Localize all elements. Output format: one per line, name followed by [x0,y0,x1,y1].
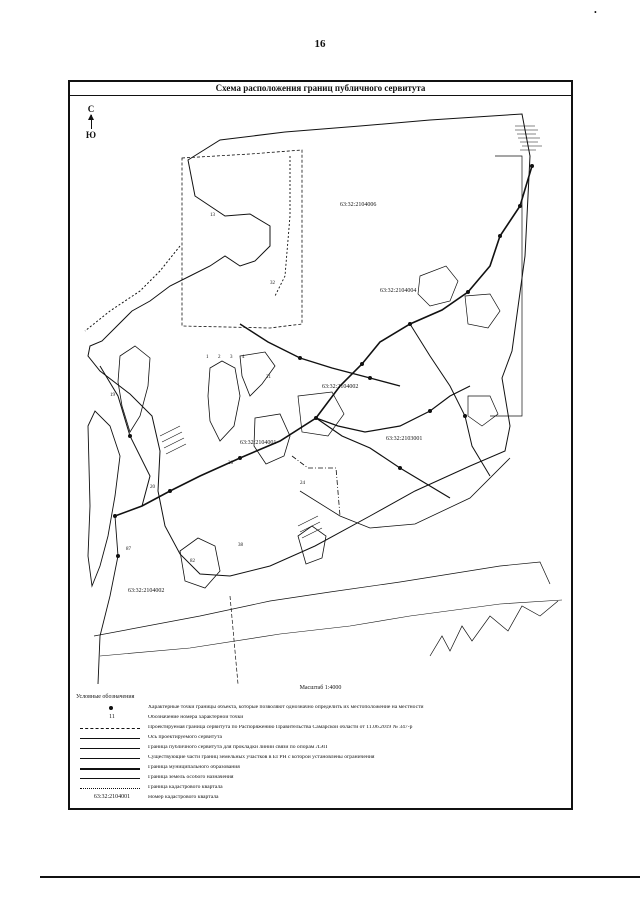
boundary-south [94,562,550,636]
boundary-south-2 [100,600,562,656]
parcel-label: 19 [110,393,115,398]
map-drawing [70,96,571,684]
parcel-label: 20 [150,485,155,490]
scan-mark: • [594,8,597,17]
block-label-2: 63:32:2104004 [380,288,417,294]
parcel-label: 1 [206,355,209,360]
territory-boundaries [85,114,562,684]
map-title: Схема расположения границ публичного сервитута [70,82,571,96]
dashdot-line-icon [76,783,148,793]
block-outline-east [490,156,522,416]
legend-item: Граница земель особого назначения [76,773,566,783]
legend-item: Характерные точки границы объекта, которые позволяют однозначно определить их местоположение на местности [76,703,566,713]
servitude-branch-6 [98,516,118,684]
servitude-branch-1 [240,324,400,386]
thin-line-icon [76,753,148,763]
parcel-labels [110,213,306,564]
lake-1 [208,361,240,441]
servitude-branch-2 [316,418,450,498]
north-arrow-icon [91,115,92,129]
parcel-label: 2 [218,355,221,360]
outer-boundary [85,114,530,576]
parcel-label: 38 [238,543,243,548]
block-outline-se [300,458,510,528]
block-label-3: 63:32:2104002 [322,384,359,390]
compass-north-label: С [87,104,95,114]
servitude-branch-5 [410,324,490,476]
parcel-label: 13 [210,213,215,218]
servitude-branch-4 [100,366,150,506]
hills-right [430,601,558,656]
legend-item: 63:32:2104001 Номер кадастрового квартала [76,793,566,803]
compass [84,104,98,140]
legend-item: Граница муниципального образования [76,763,566,773]
sw-lobe [88,411,120,586]
block-outline-dashdot [292,456,340,516]
compass-south-label: Ю [85,130,97,140]
polygon-e [468,396,498,426]
servitude-dashed-axis [275,156,290,296]
parcel-label: 87 [126,547,131,552]
legend-item: Проектируемая граница сервитута по Распоряжению Правительства Самарской области от 11.06.2019 № 347-р [76,723,566,733]
block-label-4: 63:32:2103001 [386,436,423,442]
thin-line-icon [76,733,148,743]
servitude-branch-3 [316,386,470,432]
block-labels [128,202,422,594]
legend-title: Условные обозначения [76,694,135,700]
legend-item: 11 Обозначение номера характерной точки [76,713,566,723]
legend-item: Граница кадастрового квартала [76,783,566,793]
block-code-symbol: 63:32:2104001 [93,794,131,800]
legend [76,694,566,803]
point-markers [113,164,534,558]
block-label-1: 63:32:2104006 [340,202,377,208]
lake-5 [298,526,326,564]
parcel-label: 21 [266,375,271,380]
servitude-lines [85,156,532,684]
polygon-center [298,392,344,436]
lake-4 [180,538,220,588]
servitude-main-line [115,166,532,516]
parcel-label: 82 [190,559,195,564]
parcel-label: 24 [300,481,305,486]
medium-line-icon [76,743,148,753]
legend-item: Существующие части границ земельных участков в ЕГРН с которой установлены ограничения [76,753,566,763]
parcel-label: 4 [242,355,245,360]
polygon-ne-2 [465,294,500,328]
map-scale: Масштаб 1:4000 [299,685,342,691]
servitude-dashed-sw [85,246,180,331]
thick-line-icon [76,763,148,773]
point-number-symbol: 11 [109,714,115,720]
legend-item: Граница публичного сервитута для прокладки линий связи по опорам ЛЭП [76,743,566,753]
point-symbol-icon [76,703,148,713]
parcel-label: 26 [228,461,233,466]
parcel-label: 3 [230,355,233,360]
page-number: 16 [314,38,326,50]
thin-line-icon [76,773,148,783]
dense-hatching [160,126,542,538]
dashed-line-icon [76,723,148,733]
block-label-5: 63:32:2104001 [240,440,277,446]
map-frame [68,80,573,810]
bottom-rule [40,876,640,878]
block-outline-north [182,150,302,328]
parcel-label: 32 [270,281,275,286]
legend-item: Ось проектируемого сервитута [76,733,566,743]
block-label-6: 63:32:2104002 [128,588,165,594]
polygon-ne [418,266,458,306]
lake-2 [240,352,275,396]
